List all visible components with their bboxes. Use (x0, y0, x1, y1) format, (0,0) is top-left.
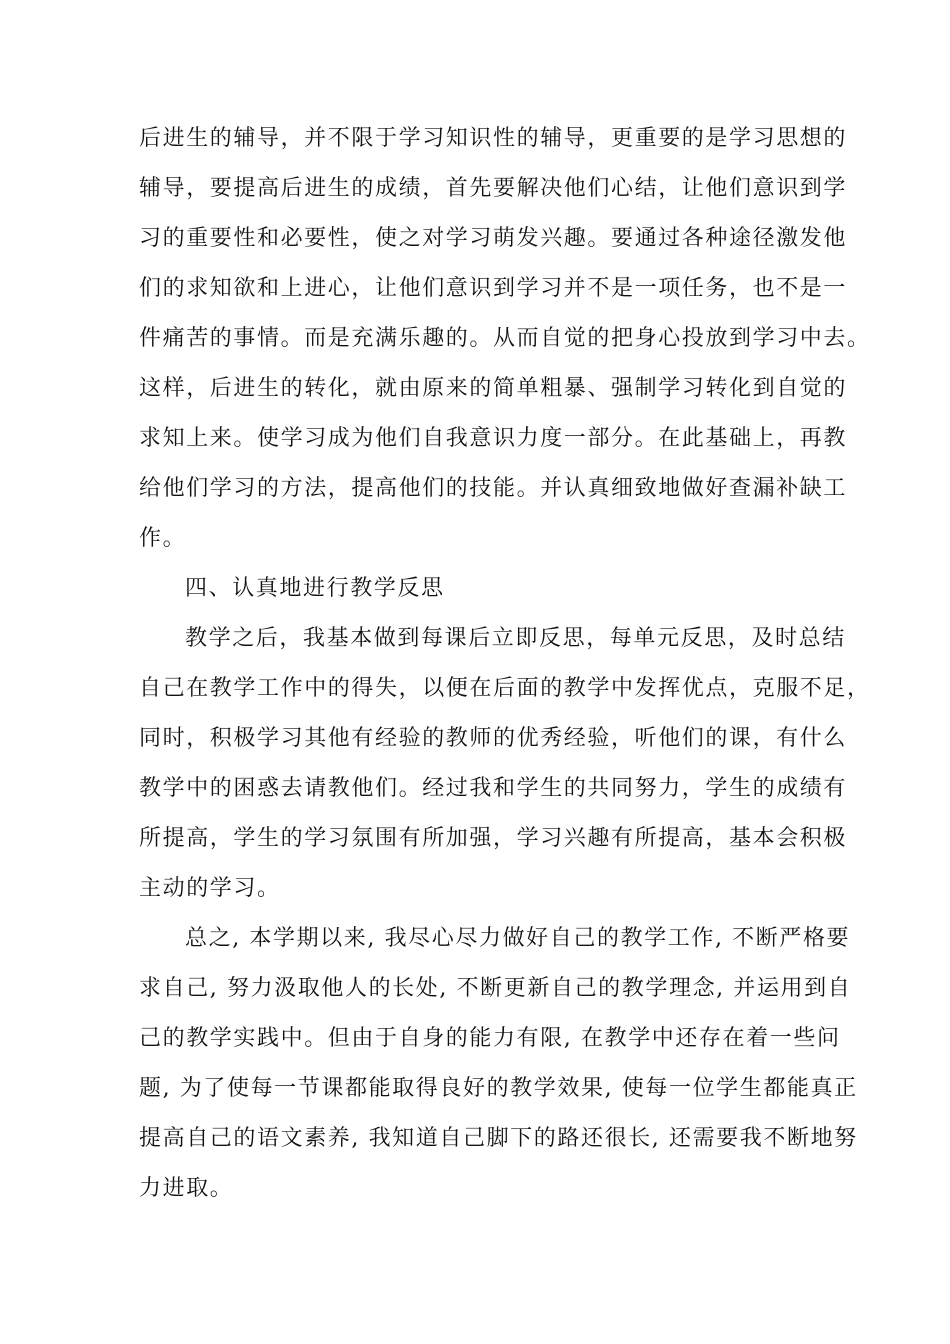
text-line: 给他们学习的方法，提高他们的技能。并认真细致地做好查漏补缺工 (139, 476, 848, 501)
text-line: 后进生的辅导，并不限于学习知识性的辅导，更重要的是学习思想的 (139, 126, 848, 151)
text-line: 题, 为了使每一节课都能取得良好的教学效果, 使每一位学生都能真正 (139, 1076, 858, 1101)
text-line: 求自己, 努力汲取他人的长处, 不断更新自己的教学理念, 并运用到自 (139, 976, 852, 1001)
text-line: 教学中的困惑去请教他们。经过我和学生的共同努力，学生的成绩有 (139, 776, 848, 801)
text-line: 自己在教学工作中的得失，以便在后面的教学中发挥优点，克服不足， (139, 676, 871, 701)
text-line: 提高自己的语文素养, 我知道自己脚下的路还很长, 还需要我不断地努 (139, 1126, 858, 1151)
text-line: 教学之后，我基本做到每课后立即反思，每单元反思，及时总结 (185, 626, 846, 651)
text-line: 们的求知欲和上进心，让他们意识到学习并不是一项任务，也不是一 (139, 276, 848, 301)
text-line: 辅导，要提高后进生的成绩，首先要解决他们心结，让他们意识到学 (139, 176, 848, 201)
section-heading: 四、认真地进行教学反思 (185, 576, 445, 601)
text-line: 总之, 本学期以来, 我尽心尽力做好自己的教学工作, 不断严格要 (185, 926, 851, 951)
text-line: 同时，积极学习其他有经验的教师的优秀经验，听他们的课，有什么 (139, 726, 848, 751)
text-line: 所提高，学生的学习氛围有所加强，学习兴趣有所提高，基本会积极 (139, 826, 848, 851)
text-line: 件痛苦的事情。而是充满乐趣的。从而自觉的把身心投放到学习中去。 (139, 326, 871, 351)
text-line: 力进取。 (139, 1176, 234, 1201)
text-line: 求知上来。使学习成为他们自我意识力度一部分。在此基础上，再教 (139, 426, 848, 451)
text-line: 习的重要性和必要性，使之对学习萌发兴趣。要通过各种途径激发他 (139, 226, 848, 251)
text-line: 作。 (139, 526, 187, 551)
text-line: 己的教学实践中。但由于自身的能力有限, 在教学中还存在着一些问 (139, 1026, 841, 1051)
text-line: 这样，后进生的转化，就由原来的简单粗暴、强制学习转化到自觉的 (139, 376, 848, 401)
text-line: 主动的学习。 (139, 876, 281, 901)
